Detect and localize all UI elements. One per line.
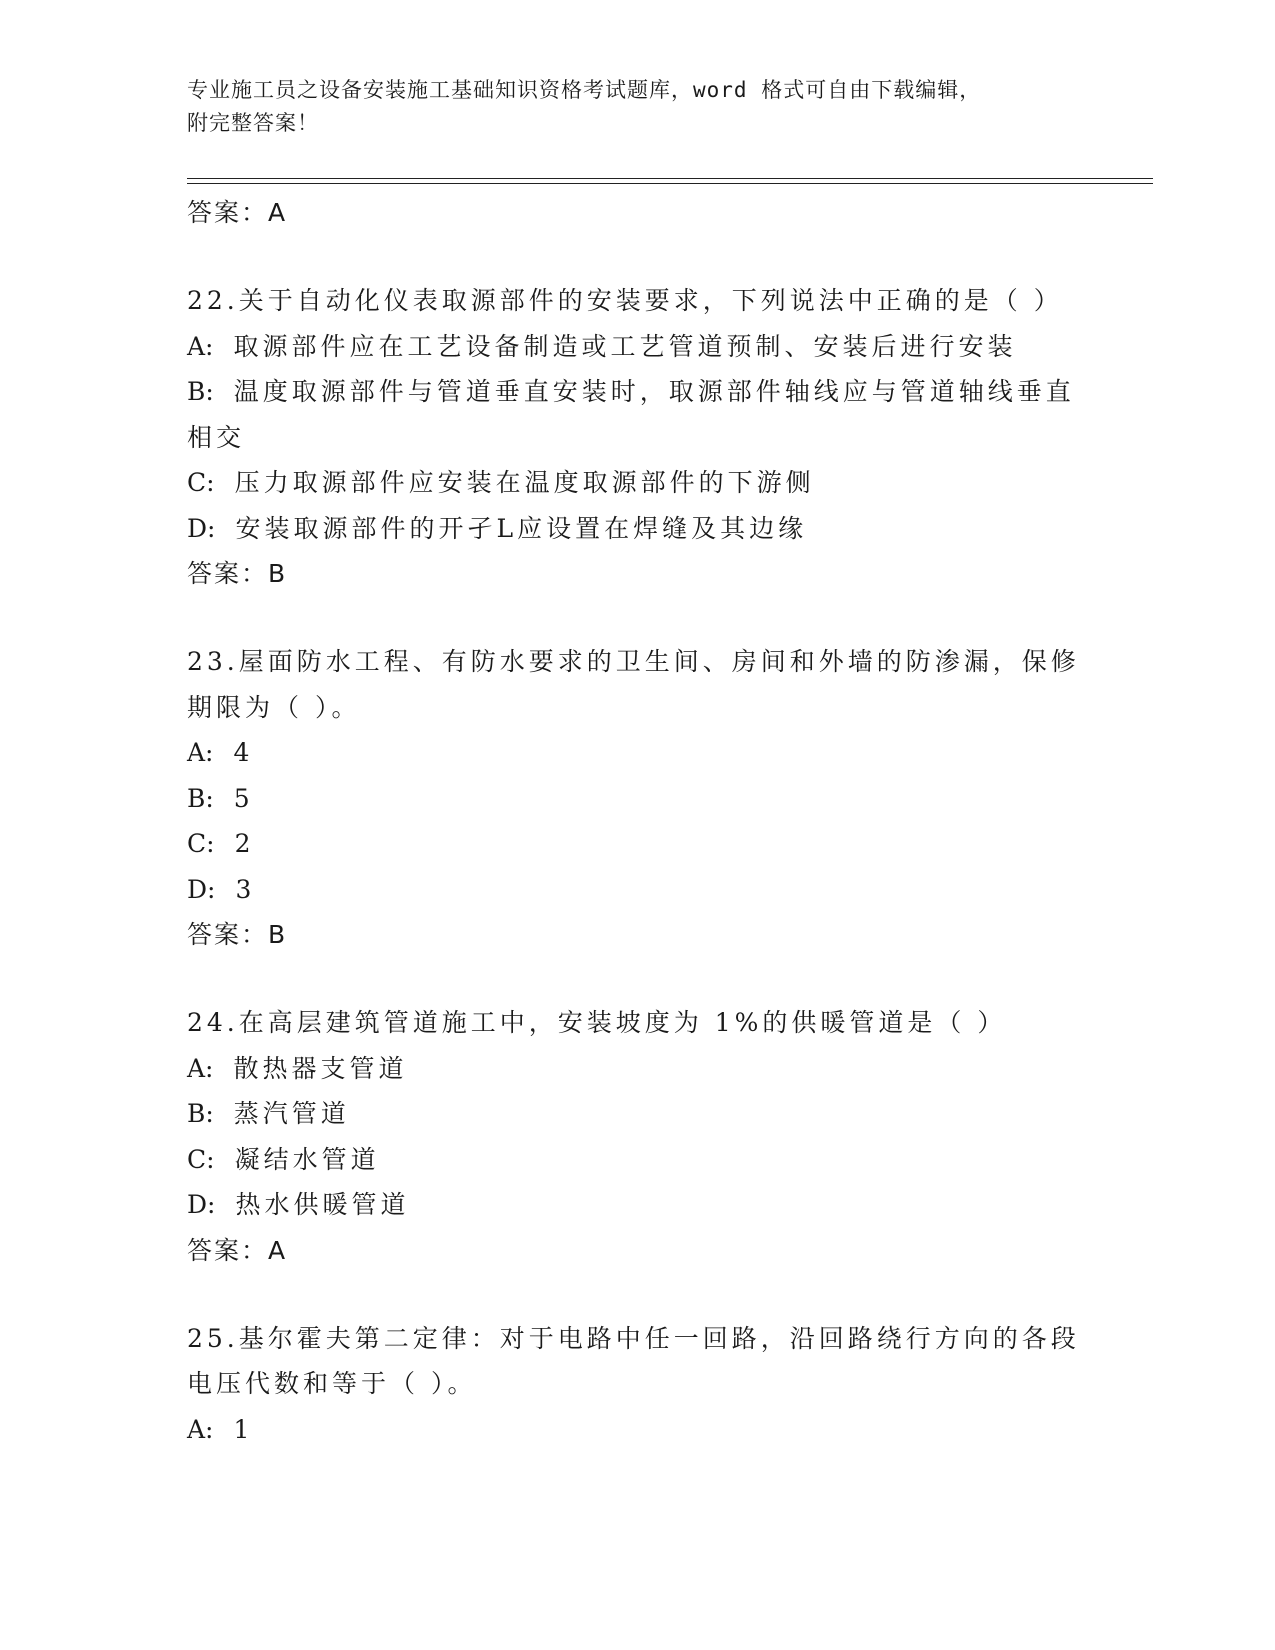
option-text: 5 (233, 783, 254, 813)
question-text: 25.基尔霍夫第二定律：对于电路中任一回路，沿回路绕行方向的各段电压代数和等于（ ）。 (187, 1323, 1080, 1398)
option-c (187, 1137, 1087, 1183)
option-key: A: (187, 738, 214, 767)
question-23 (187, 639, 1087, 958)
option-key: A: (187, 1414, 214, 1444)
option-c (187, 460, 1087, 506)
option-a (187, 324, 1087, 370)
option-c (187, 821, 1087, 867)
option-b (187, 776, 1087, 822)
option-d (187, 1182, 1087, 1228)
option-key: C: (187, 829, 215, 858)
option-b (187, 1091, 1087, 1137)
option-key: B: (187, 783, 214, 813)
option-a (187, 730, 1087, 776)
header-rule-bottom (187, 183, 1153, 184)
option-key: A: (187, 1053, 214, 1083)
answer: 答案：B (187, 559, 288, 588)
previous-answer: 答案：A (187, 198, 288, 227)
option-key: D: (187, 874, 216, 904)
option-text: 凝结水管道 (234, 1144, 380, 1174)
question-text: 23.屋面防水工程、有防水要求的卫生间、房间和外墙的防渗漏，保修期限为（ ）。 (187, 647, 1080, 722)
question-text: 22.关于自动化仪表取源部件的安装要求，下列说法中正确的是（ ） (187, 286, 1063, 315)
option-key: D: (187, 1190, 216, 1219)
question-24 (187, 1000, 1087, 1274)
option-text: 安装取源部件的开孑L应设置在焊缝及其边缘 (235, 513, 808, 543)
option-a (187, 1046, 1087, 1092)
header-rule-top (187, 178, 1153, 179)
document-header (187, 74, 1067, 140)
header-line-1: 专业施工员之设备安装施工基础知识资格考试题库，word 格式可自由下载编辑， (187, 78, 982, 102)
option-a (187, 1407, 1087, 1453)
option-key: D: (187, 513, 216, 543)
option-key: C: (187, 1144, 215, 1174)
option-d (187, 506, 1087, 552)
option-key: C: (187, 468, 215, 497)
header-line-2: 附完整答案！ (187, 111, 319, 135)
option-text: 2 (234, 829, 255, 858)
option-text: 3 (235, 874, 256, 904)
option-d (187, 867, 1087, 913)
option-text: 散热器支管道 (233, 1053, 408, 1083)
option-text: 4 (233, 738, 254, 767)
question-list (187, 190, 1087, 1452)
option-text: 温度取源部件与管道垂直安装时，取源部件轴线应与管道轴线垂直相交 (187, 377, 1075, 452)
question-22 (187, 278, 1087, 597)
option-b (187, 369, 1087, 460)
question-text: 24.在高层建筑管道施工中，安装坡度为 1%的供暖管道是（ ） (187, 1008, 1007, 1037)
option-key: B: (187, 1099, 214, 1128)
option-key: B: (187, 377, 214, 406)
answer: 答案：A (187, 1235, 288, 1265)
option-text: 热水供暖管道 (235, 1190, 410, 1219)
option-text: 1 (233, 1414, 254, 1444)
option-text: 压力取源部件应安装在温度取源部件的下游侧 (234, 468, 815, 497)
option-text: 取源部件应在工艺设备制造或工艺管道预制、安装后进行安装 (233, 331, 1017, 361)
question-25 (187, 1316, 1087, 1453)
option-text: 蒸汽管道 (233, 1099, 350, 1128)
option-key: A: (187, 331, 214, 361)
answer: 答案：B (187, 920, 288, 949)
